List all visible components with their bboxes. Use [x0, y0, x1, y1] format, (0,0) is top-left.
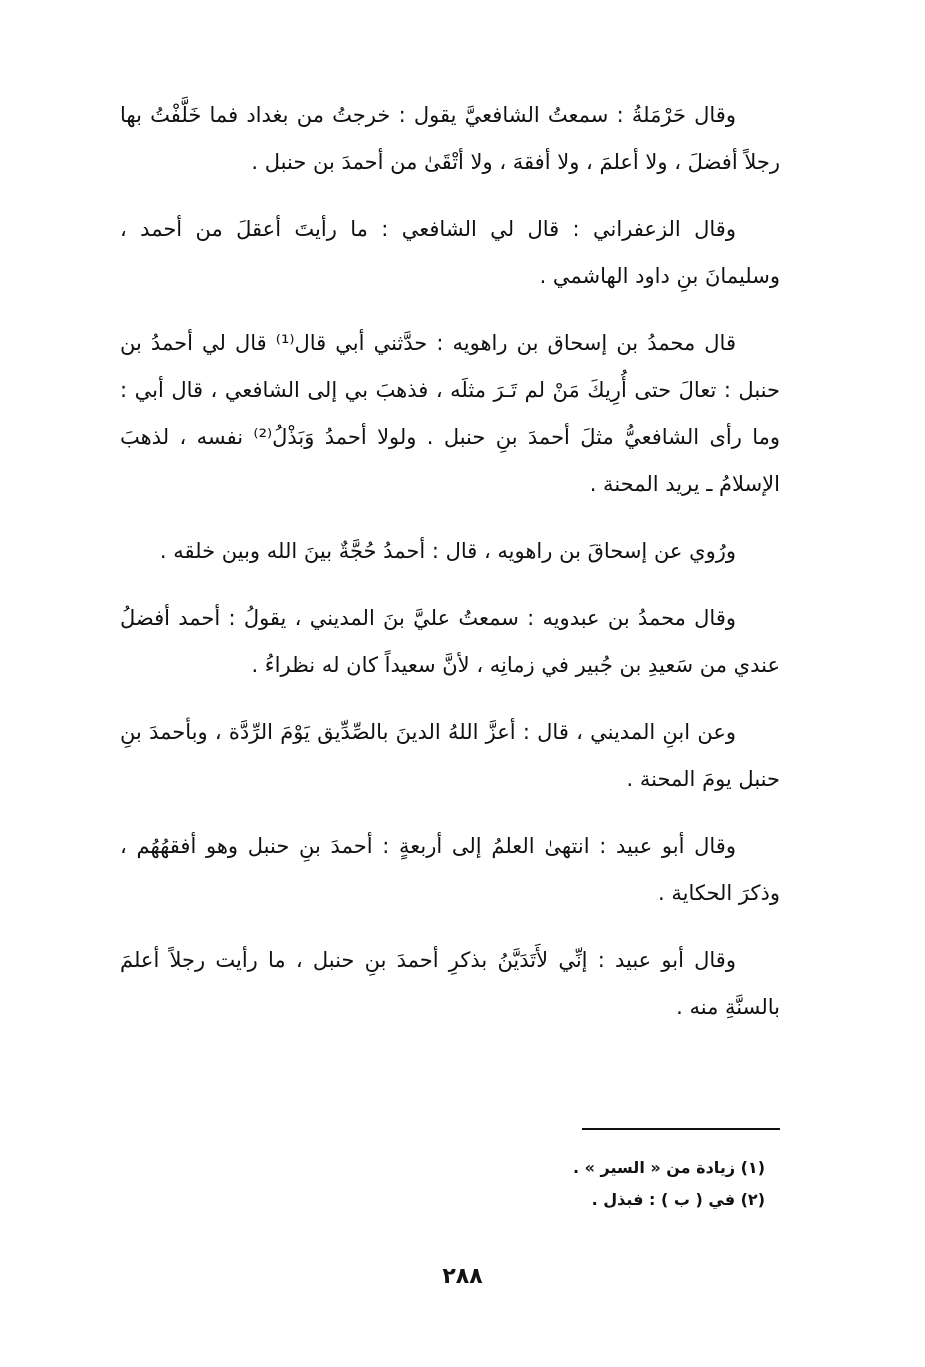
paragraph-zaafarani: وقال الزعفراني : قال لي الشافعي : ما رأيتَ أعقلَ من أحمد ، وسليمانَ بنِ داود الهاشمي . [120, 217, 780, 288]
paragraph-ishaq: ورُوي عن إسحاقَ بن راهويه ، قال : أحمدُ حُجَّةٌ بينَ الله وبين خلقه . [159, 539, 736, 563]
footnotes [365, 1152, 765, 1216]
footnote-divider [582, 1128, 780, 1130]
paragraph-ibn-rahawayh: قال محمدُ بن إسحاق بن راهويه : حدَّثني أبي قال⁽¹⁾ قال لي أحمدُ بن حنبل : تعالَ حتى أُرِيكَ مَنْ لم تَـرَ مثلَه ، فذهبَ بي إلى الشافعي ، قال أبي : وما رأى الشافعيُّ مثلَ أحمدَ بنِ حنبل . ولولا أحمدُ وَبَذْلُ⁽²⁾ نفسه ، لذهبَ الإسلامُ ـ يريد المحنة . [120, 331, 780, 496]
paragraph-abdawayh: وقال محمدُ بن عبدويه : سمعتُ عليَّ بنَ المديني ، يقولُ : أحمد أفضلُ عندي من سَعيدِ بن جُبير في زمانِه ، لأنَّ سعيداً كان له نظراءُ . [120, 606, 780, 677]
page-number: ٢٨٨ [442, 1264, 483, 1289]
paragraph-abu-ubaid-2: وقال أبو عبيد : إنِّي لأَتَدَيَّنُ بذكرِ أحمدَ بنِ حنبل ، ما رأيت رجلاً أعلمَ بالسنَّةِ منه . [120, 948, 780, 1019]
paragraph-abu-ubaid-1: وقال أبو عبيد : انتهىٰ العلمُ إلى أربعةٍ : أحمدَ بنِ حنبل وهو أفقهُهُم ، وذكرَ الحكاية . [120, 834, 780, 905]
footnote-1: (١) زيادة من « السير » . [572, 1158, 765, 1177]
paragraph-harmala: وقال حَرْمَلةُ : سمعتُ الشافعيَّ يقول : خرجتُ من بغداد فما خَلَّفْتُ بها رجلاً أفضلَ ، ولا أعلمَ ، ولا أفقهَ ، ولا أتْقَىٰ من أحمدَ بن حنبل . [120, 103, 780, 174]
main-text [120, 92, 780, 1051]
footnote-2: (٢) في ( ب ) : فبذل . [591, 1190, 765, 1209]
paragraph-ibn-madini: وعن ابنِ المديني ، قال : أعزَّ اللهُ الدينَ بالصِّدِّيق يَوْمَ الرِّدَّة ، وبأحمدَ بنِ حنبل يومَ المحنة . [120, 720, 780, 791]
